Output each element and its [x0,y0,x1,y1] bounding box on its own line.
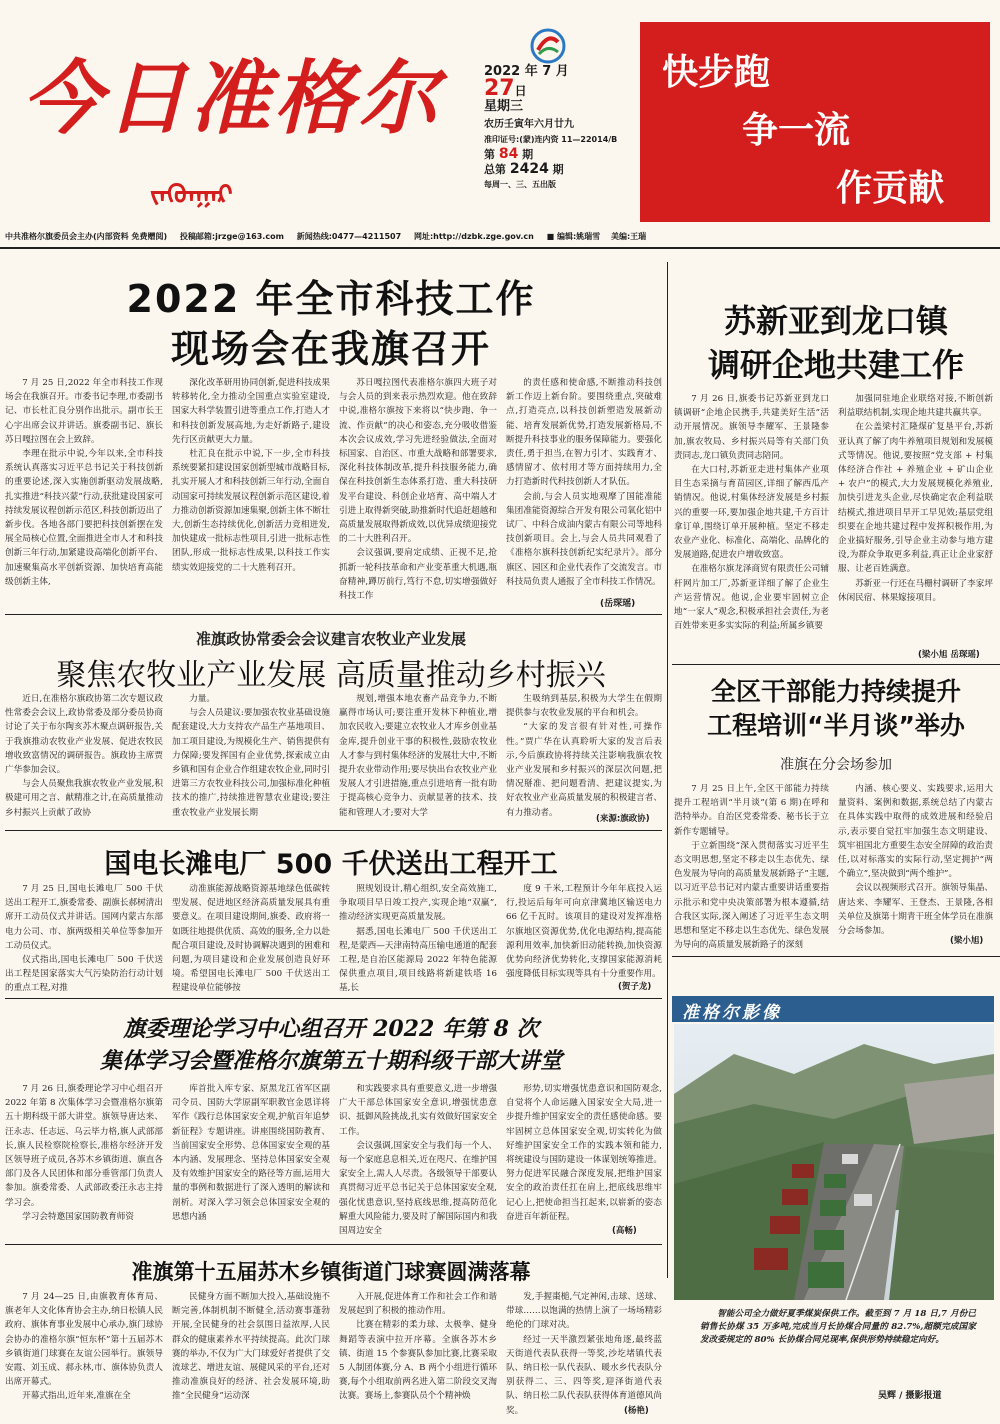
divider-a2 [672,664,1000,665]
info-bar-rule [0,247,1000,249]
paragraph: 开幕式指出,近年来,准旗在全 [22,1391,131,1402]
photo-header [672,996,994,1022]
paragraph: 入开展,促进体育工作和社会工作和谐发展起到了积极的推动作用。 [339,1292,497,1317]
article-credit: (杨艳) [624,1406,649,1416]
slogan-line-3: 作贡献 [836,168,945,209]
article-column-1 [674,782,829,952]
article-column-4 [506,882,662,982]
weekday: 星期三 [484,99,524,114]
article-column-2 [838,392,993,646]
photo-credit: 吴辉 / 摄影报道 [878,1391,942,1401]
paragraph: 学习会特邀国家国防教育师资 [22,1211,134,1222]
website: 网址:http://dzbk.zge.gov.cn [413,232,534,241]
article-title-line-2: 调研企地共建工作 [707,346,964,384]
article-title-line-1: 全区干部能力持续提升 [710,677,961,706]
paragraph: 比赛在精彩的柔力球、太极拳、健身舞蹈等表演中拉开序幕。全旗各苏木乡镇、街道 15 个参赛队参加比赛,比赛采取 5 人制团体赛,分 A、B 两个小组进行循环赛,每个小组取前两名进入第二阶段交叉淘汰赛。赛场上,参赛队员个个精神焕 [339,1320,497,1402]
masthead-mongolian: ᠵᠡᠭᠦᠨᠭᠠᠷ [150,180,233,210]
paragraph: 苏新亚一行还在马栅村调研了李家坪休闲民宿、林果嫁接项目。 [838,578,993,603]
article-title-line-1: 旗委理论学习中心组召开 2022 年第 8 次 [123,1016,539,1042]
masthead-title: 今日准格尔 [22,51,442,145]
paragraph: 发,手握棗槌,气定神闲,击球、送球、带球……以饱满的热情上演了一场场精彩绝伦的门球对决。 [506,1292,662,1331]
masthead-logo-icon [530,28,566,64]
article-column-2 [172,1290,330,1420]
paragraph: 7 月 25 日,国电长滩电厂 500 千伏送出工程开工,旗委常委、副旗长郝树清出席开工动员仪式并讲话。国网内蒙古东部电力公司、市、旗两级相关单位等参加开工动员仪式。 [5,884,163,951]
issue-number: 84 [498,146,519,162]
article-column-1 [5,1082,163,1238]
article-column-2 [172,692,330,824]
paragraph: 和实践要求具有重要意义,进一步增强广大干部总体国家安全意识,增强忧患意识、抵御风险挑战,扎实有效做好国家安全工作。 [339,1084,497,1137]
paragraph: 度 9 千米,工程预计今年年底投入运行,投运后每年可向京津冀地区输送电力 66 亿千瓦时。该项目的建设对发挥准格尔旗地区资源优势,优化电源结构,提高能源利用效率,加快新旧动能转换,加快资源优势向经济优势转化,支撑国家能源消耗强度降低目标实现等具有十分重要作用。 [506,884,662,980]
photo-coal-trucks [674,1024,994,1300]
paragraph: 与会人员建议:要加强农牧业基础设施配套建设,大力支持农产品生产基地项目、加工项目建设,为规模化生产、销售提供有力保障;要发挥国有企业优势,探索成立由乡镇和国有企业合作组建农牧企业,同时引进第三方农牧业科技公司,加强标准化种植技术的推广,持续推进智慧农业建设;要注重农牧业产业发展长期 [172,708,330,818]
article-column-1 [5,882,163,994]
article-column-1 [5,376,163,610]
paragraph: 经过一天半激烈紧张地角逐,最终蓝天街道代表队获得一等奖,沙圪堵镇代表队、纳日松一队代表队、暖水乡代表队分别获得二、三、四等奖,迎泽街道代表队、纳日松二队代表队获得体育道德风尚奖。 [506,1334,662,1416]
paragraph: 库首批入库专家、原黑龙江省军区副司令员、国防大学原副军职教官金恩详将军作《践行总体国家安全观,护航百年追梦新征程》专题讲座。讲座围绕国防教育、当前国家安全形势、总体国家安全观的基本内涵、发展理念、坚持总体国家安全观及有效维护国家安全的路径等方面,运用大量的事例和数据进行了深入透明的解读和剖析。对深入学习领会总体国家安全观的思想内涵 [172,1084,330,1222]
article-title: 聚焦农牧业产业发展 高质量推动乡村振兴 [56,658,606,693]
article-column-2 [172,1082,330,1238]
article-subtitle: 准旗在分会场参加 [780,757,892,773]
lunar-date: 农历壬寅年六月廿九 [484,119,574,130]
article-title-line-2: 工程培训“半月谈”举办 [707,711,965,740]
article-title: 准旗第十五届苏木乡镇街道门球赛圆满落幕 [131,1260,531,1284]
article-title-line-2: 现场会在我旗召开 [170,327,491,371]
issue-prefix: 第 [484,148,495,161]
paragraph: 李理在批示中说,今年以来,全市科技系统认真落实习近平总书记关于科技创新的重要论述,深入实施创新驱动发展战略,扎实推进“科技兴蒙”行动,获批建设国家可持续发展议程创新示范区,科技创新迈出了新步伐。各地各部门要把科技创新摆在发展全局核心位置,全面推进全市人才和科技创新三年行动,加紧建设高端化创新平台、加速聚集高水平创新资源、加快培育高能级创新主体, [5,449,163,587]
date-day: 27 [484,76,515,101]
divider-a3 [5,830,662,831]
article-credit: (高畅) [612,1226,637,1236]
paragraph: 会议强调,要肩定成绩、正视不足,抢抓新一轮科技革命和产业变革重大机遇,瓶奋精神,蹲厉前行,笃行不怠,切实增强做好科技工作 [339,548,497,602]
paragraph: 在公盖梁村汇隆煤矿复垦平台,苏新亚认真了解了肉牛养殖项目规划和发展模式等情况。他说,要按照“党支部 + 村集体经济合作社 + 养殖企业 + 矿山企业 + 农户”的模式,大力发展规模化养殖业,加快引进龙头企业,尽快确定农企利益联结模式,推进项目早开工早见效;基层党组织要在企地共建过程中发挥积极作用,为企业搞好服务,引导企业主动参与地方建设,为群众争取更多利益,真正让企业家舒服、让老百姓满意。 [838,422,993,575]
paragraph: 近日,在准格尔旗政协第二次专题议政性常委会会议上,政协常委及部分委员协商讨论了关于布尔陶亥苏木聚点调研报告,关于我旗推动农牧业产业发展、促进农牧民增收致富情况的调研报告。旗政协主席贾广华参加会议。 [5,694,163,776]
paragraph: 形势,切实增强忧患意识和国防观念,自觉将个人命运融入国家安全大局,进一步提升维护国家安全的责任感使命感。要牢固树立总体国家安全观,切实转化为做好维护国家安全工作的实践本领和能力,将统建设与国防建设一体谋划统筹推进。努力促进军民融合深度发展,把维护国家安全的政治责任扛在肩上,把底线思维牢记心上,把使命担当扛起来,以崭新的姿态奋进百年新征程。 [506,1084,662,1222]
photo-caption [700,1308,976,1378]
paragraph: 7 月 25 日,2022 年全市科技工作现场会在我旗召开。市委书记李理,市委副书记、市长杜汇良分别作出批示。副市长王心宇出席会议并讲话。旗委副书记、旗长苏日嘎拉图在会上致辞。 [5,378,163,445]
paragraph: 苏日嘎拉图代表准格尔旗四大班子对与会人员的到来表示热烈欢迎。他在致辞中说,准格尔旗按下来将以“快步跑、争一流、作贡献”的决心和姿态,充分吸收借鉴本次会议成效,学习先进经验做法,全面对标国家、自治区、市重大战略和部署要求,深化科技体制改革,提升科技服务能力,确保在科技创新生态体系打造、重大科技研发平台建设、科创企业培育、高中端人才引进上取得新突破,助推新时代追赶超越和高质量发展取得新成效,以优异成绩迎接党的二十大胜利召开。 [339,378,497,545]
paragraph: 的责任感和使命感,不断推动科技创新工作迈上新台阶。要围绕重点,突破难点,打造亮点,以科技创新塑造发展新动能、培育发展新优势,打造发展新格局,不断提升科技事业的服务保障能力。要强化责任,勇于担当,在智力引才、实践育才、感情留才、依村用才等方面持续用力,全力打造新时代科技创新人才队伍。 [506,378,662,488]
article-column-1 [5,1290,163,1420]
date-day-suffix: 日 [514,84,527,98]
email: 投稿邮箱:jrzge@163.com [179,232,284,241]
article-column-4 [506,376,662,596]
paragraph: 与会人员聚焦我旗农牧业产业发展,积极建可用之言、献精准之计,在高质量推动乡村振兴上贡献了政协 [5,779,163,818]
divider-a5 [5,998,662,999]
issue-suffix: 期 [522,148,534,161]
paragraph: 仪式指出,国电长滩电厂 500 千伏送出工程是国家落实大气污染防治行动计划的重点工程,对推 [5,955,163,994]
hotline: 新闻热线:0477—4211507 [296,232,402,241]
permit-number: 准印证号:(蒙)连内资 11—22014/B [484,135,618,144]
paragraph: “大家的发言很有针对性,可操作性。”贾广华在认真聆听大家的发言后表示,今后旗政协将持续关注影响我旗农牧业产业发展和乡村振兴的深层次问题,把情况掰准、把问题看清、把建议提实,为好农牧业产业高质量发展的积极建言者、有力推动者。 [506,722,662,818]
paragraph: 7 月 26 日,旗委书记苏新亚到龙口镇调研“企地企民携手,共建美好生活”活动开展情况。旗领导李耀军、王景隆参加,旗农牧局、乡村振兴局等有关部门负责同志,龙口镇负责同志陪同。 [674,394,829,461]
info-bar [5,230,1000,244]
slogan-box [640,22,990,222]
article-column-3 [339,1290,497,1420]
article-title-line-1: 苏新亚到龙口镇 [723,302,948,340]
editor: ■ 编辑:姚瑞雪 [546,232,601,241]
article-credit: (梁小旭 岳琛瑶) [918,650,980,660]
article-credit: (来源:旗政协) [596,814,650,824]
article-title-line-1: 2022 年全市科技工作 [126,277,536,321]
paragraph: 据悉,国电长滩电厂 500 千伏送出工程,是蒙西—天津南特高压输电通道的配套工程,是自治区能源局 2022 年特色能源保供重点项目,项目线路将新建铁塔 16 基,长 [339,926,497,994]
caption-text: 智能公司全力做好夏季煤炭保供工作。截至到 7 月 18 日,7 月份已销售长协煤 35 万多吨,完成当月长协煤合同量的 82.7%,超额完成国家发改委规定的 80% 长协煤合同兑现率,保供形势持续稳定向好。 [700,1309,976,1345]
article-title-line-2: 集体学习会暨准格尔旗第五十期科级干部大讲堂 [99,1048,562,1074]
paragraph: 7 月 24—25 日,由旗教育体育局、旗老年人文化体育协会主办,纳日松镇人民政府、旗体育事业发展中心承办,旗门球协会协办的准格尔旗“恒东杯”第十五届苏木乡镇街道门球赛在友谊公园举行。旗领导安霞、刘玉成、郝永林,市、旗体协负责人出席开幕式。 [5,1292,163,1388]
designer: 美编:王瑞 [610,232,647,241]
divider-a4 [672,956,1000,957]
divider-a6 [5,1244,662,1245]
slogan-line-1: 快步跑 [662,52,771,93]
article-column-4 [506,692,662,818]
total-number: 2424 [509,161,549,177]
article-column-3 [339,1082,497,1238]
paragraph: 动准旗能源战略资源基地绿色低碳转型发展、促进地区经济高质量发展具有重要意义。在项目建设期间,旗委、政府将一如既往地提供优质、高效的服务,全力以赴配合项目建设,及时协调解决遇到的困难和问题,为项目建设和企业发展创造良好环境。希望国电长滩电厂 500 千伏送出工程建设单位能够按 [172,884,330,994]
paragraph: 杜汇良在批示中说,下一步,全市科技系统要紧扣建设国家创新型城市战略目标,扎实开展人才和科技创新三年行动,全面自动国家可持续发展议程创新示范区建设,着力推动创新资源加速集聚,创新主体不断壮大,创新生态持续优化,创新活力竞相迸发,加快建成一批标志性项目,引进一批标志性团队,形成一批标志性成果,以科技工作实绩实效迎接党的二十大胜利召开。 [172,449,330,573]
slogan-line-2: 争一流 [742,110,851,151]
publisher: 中共准格尔旗委员会主办(内部资料 免费赠阅) [5,232,168,241]
total-suffix: 期 [552,163,564,176]
paragraph: 会议以视频形式召开。旗领导集晶、唐达来、李耀军、王登杰、王景隆,各相关单位及旗第十期青干班全体学员在准旗分会场参加。 [838,883,993,937]
paragraph: 内涵、核心要义、实践要求,运用大量资料、案例和数据,系统总结了内蒙古在具体实践中取得的成效进展和经验启示,表示要自觉扛牢加强生态文明建设、筑牢祖国北方重要生态安全屏障的政治责任,以对标落实的实际行动,坚定拥护“两个确立”,坚决做到“两个维护”。 [838,784,993,880]
article-column-2 [838,782,993,938]
article-column-2 [172,376,330,610]
article-credit: (贺子龙) [618,982,652,992]
date-line: 2022 年 7 月 [484,64,569,79]
paragraph: 深化改革研用协同创新,促进科技成果转移转化,全力推动全国重点实验室建设,国家大科学装置引进等重点工作,打造人才和科技创新发展高地,为走好新路子,建设先行区贡献更大力量。 [172,378,330,445]
article-column-1 [674,392,829,660]
paragraph: 在准格尔旗龙泽商贸有限责任公司辅杆网片加工厂,苏新亚详细了解了企业生产运营情况。他说,企业要牢固树立企地“一家人”观念,积极承担社会责任,为老百姓带来更多实实际的利益;所属乡镇要 [674,564,829,632]
article-title: 国电长滩电厂 500 千伏送出工程开工 [104,849,558,880]
paragraph: 于立新围绕“深入贯彻落实习近平生态文明思想,坚定不移走以生态优先、绿色发展为导向的高质量发展新路子”主题,以习近平总书记对内蒙古重要讲话重要指示批示和党中央决策部署为根本遵循,结合我区实际,深入阐述了习近平生态文明思想和坚定不移走以生态优先、绿色发展为导向的高质量发展新路子的深刻 [674,840,829,951]
article-column-4 [506,1082,662,1224]
paragraph: 7 月 25 日上午,全区干部能力持续提升工程培训“半月谈”(第 6 期)在呼和浩特举办。自治区党委常委、秘书长于立新作专题辅导。 [674,784,829,837]
article-column-3 [339,692,497,824]
paragraph: 规划,增强本地农畜产品竞争力,不断赢得市场认可;要注重开发林下种植业,增加农民收入;要建立农牧业人才库乡创业基金库,提升创业干事的积极性,鼓励农牧业人才参与到村集体经济的发展壮大中,不断提升农业带动作用;要尽快出台农牧业产业发展人才引进措施,重点引进培育一批有助于提高核心竞争力、贡献显著的技术、技能和管理人才;要对大学 [339,694,497,818]
article-credit: (梁小旭) [950,936,984,946]
article-kicker: 准旗政协常委会会议建言农牧业产业发展 [195,630,466,648]
divider-vertical-top [667,262,668,1278]
date-block [484,64,624,192]
masthead [0,0,1000,225]
paragraph: 力量。 [189,694,215,704]
paragraph: 7 月 26 日,旗委理论学习中心组召开 2022 年第 8 次集体学习会暨准格尔旗第五十期科级干部大讲堂。旗领导唐达来、汪永志、任志远、乌云毕力格,旗人武部部长,旗人民检察院检察长,准格尔经济开发区领导班子成员,各苏木乡镇街道、旗直各部门及各人民团体和部分垂管部门负责人参加。旗委常委、人武部政委汪永志主持学习会。 [5,1084,163,1208]
total-prefix: 总第 [484,163,506,176]
paragraph: 加强同驻地企业联络对接,不断创新利益联结机制,实现企地共建共赢共享。 [838,394,993,419]
paragraph: 在大口村,苏新亚走进村集体产业项目生态采摘与育苗园区,详细了解西瓜产销情况。他说,村集体经济发展是乡村振兴的重要一环,要加强企地共建,千方百计拿订单,围绕订单开展种植。坚定不移走农业产业化、标准化、高端化、品牌化的发展道路,促进农户增收致富。 [674,465,829,561]
article-column-3 [339,376,497,610]
paragraph: 民健身方面不断加大投入,基础设施不断完善,体制机制不断健全,活动赛事蓬勃开展,全民健身的社会氛围日益浓厚,人民群众的健康素养水平持续提高。此次门球赛的举办,不仅为广大门球爱好者提供了交流球艺、增进友谊、展健风采的平台,还对推动准旗良好的经济、社会发展环境,助推“全民健身”运动深 [172,1292,330,1402]
paragraph: 照规划设计,精心组织,安全高效施工,争取项目早日竣工投产,实现企地“双赢”,推动经济实现更高质量发展。 [339,884,497,923]
article-credit: (岳琛瑶) [600,599,636,609]
schedule: 每周一、三、五出版 [484,180,556,189]
divider-a1 [5,614,662,615]
paragraph: 会议强调,国家安全与我们每一个人、每一个家庭息息相关,近在咫尺、在维护国家安全上,需人人尽责。各级领导干部要认真贯彻习近平总书记关于总体国家安全观,强化忧患意识,坚持底线思维,提高防范化解重大风险能力,要及时了解国际国内和我国周边安全 [339,1140,497,1237]
photo-header-title: 准格尔影像 [682,1003,782,1023]
article-column-1 [5,692,163,824]
article-column-3 [339,882,497,994]
paragraph: 生吸纳到基层,积极为大学生在假期提供参与农牧业发展的平台和机会。 [506,694,662,719]
article-column-2 [172,882,330,994]
paragraph: 会前,与会人员实地观摩了国能准能集团准能资源综合开发有限公司氧化铝中试厂、中科合成油内蒙古有限公司等地科技创新项目。会上,与会人员共同观看了《准格尔旗科技创新纪实纪录片》。部分旗区、园区和企业代表作了交流发言。市科技局负责人通报了全市科技工作情况。 [506,491,662,587]
